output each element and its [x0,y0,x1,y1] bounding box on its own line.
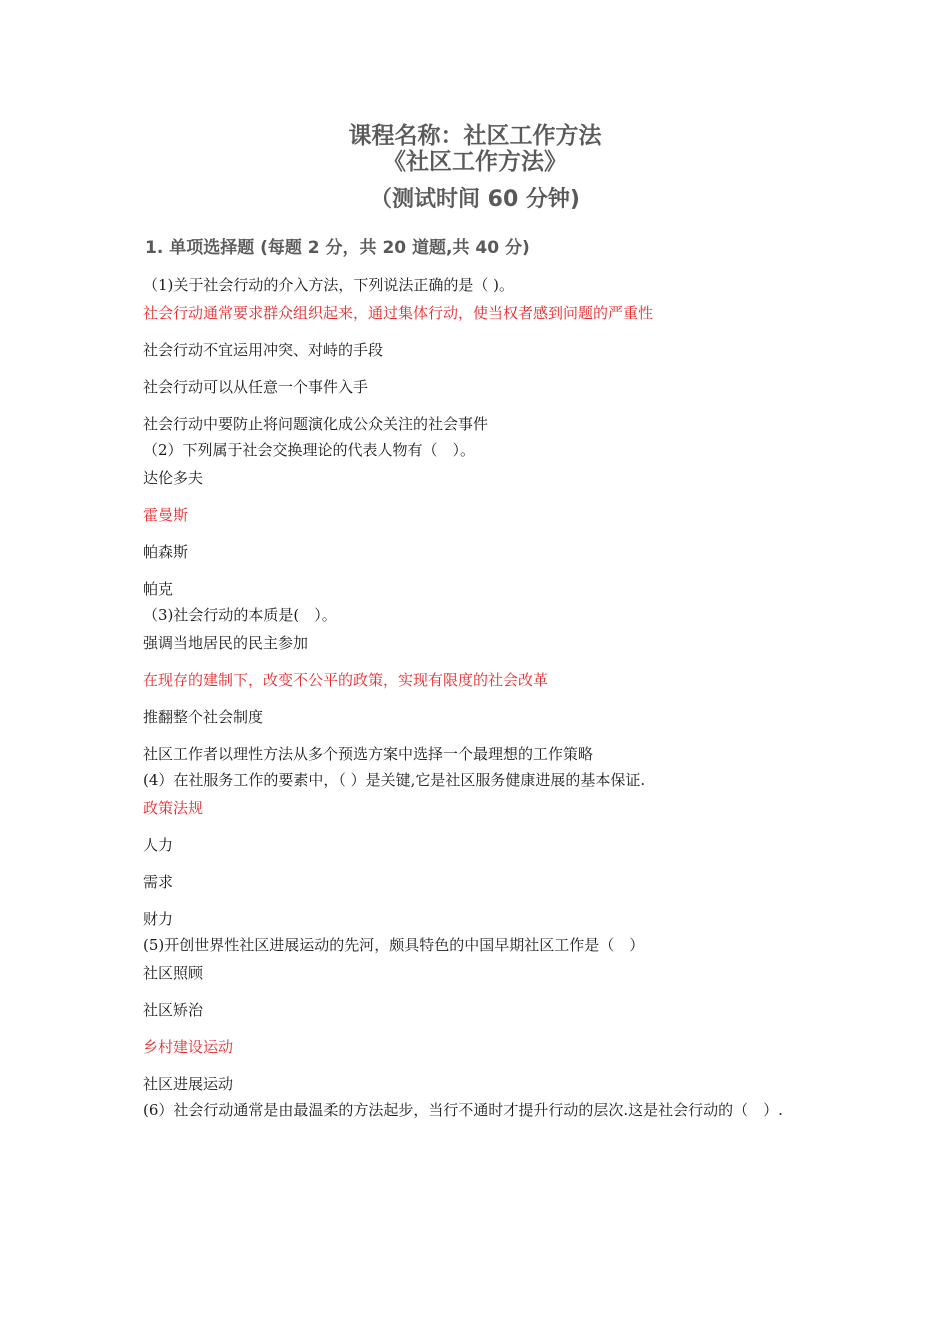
course-title: 课程名称：社区工作方法 [348,123,602,149]
correct-answer-option: 霍曼斯 [143,506,189,524]
answer-option: 推翻整个社会制度 [143,708,264,726]
question-text: (5)开创世界性社区进展运动的先河，颇具特色的中国早期社区工作是（ ） [143,936,645,954]
answer-option: 社区照顾 [143,964,204,982]
answer-option: 社会行动不宜运用冲突、对峙的手段 [143,341,384,359]
answer-option: 社会行动中要防止将问题演化成公众关注的社会事件 [143,415,489,433]
answer-option: 社会行动可以从任意一个事件入手 [143,378,369,396]
answer-option: 需求 [143,873,174,891]
answer-option: 人力 [143,836,174,854]
question-text: （2）下列属于社会交换理论的代表人物有（ ）。 [143,441,476,459]
question-list [143,274,813,1127]
answer-option: 帕克 [143,580,174,598]
answer-option: 帕森斯 [143,543,189,561]
answer-option: 社区工作者以理性方法从多个预选方案中选择一个最理想的工作策略 [143,745,594,763]
answer-option: 达伦多夫 [143,469,204,487]
book-title: 《社区工作方法》 [383,149,567,175]
correct-answer-option: 在现存的建制下，改变不公平的政策，实现有限度的社会改革 [143,671,549,689]
question-text: (4）在社服务工作的要素中，（ ）是关键,它是社区服务健康进展的基本保证. [143,771,646,789]
answer-option: 社区进展运动 [143,1075,234,1093]
question-text: (6）社会行动通常是由最温柔的方法起步，当行不通时才提升行动的层次.这是社会行动的（ ）. [143,1101,783,1119]
correct-answer-option: 乡村建设运动 [143,1038,234,1056]
question-text: （3)社会行动的本质是( ）。 [143,606,337,624]
section-heading: 1. 单项选择题 (每题 2 分，共 20 道题,共 40 分) [145,238,530,258]
test-duration: （测试时间 60 分钟) [370,187,580,212]
correct-answer-option: 政策法规 [143,799,204,817]
answer-option: 强调当地居民的民主参加 [143,634,309,652]
question-text: （1)关于社会行动的介入方法，下列说法正确的是（ )。 [143,276,515,294]
correct-answer-option: 社会行动通常要求群众组织起来，通过集体行动，使当权者感到问题的严重性 [143,304,654,322]
answer-option: 社区矫治 [143,1001,204,1019]
answer-option: 财力 [143,910,174,928]
